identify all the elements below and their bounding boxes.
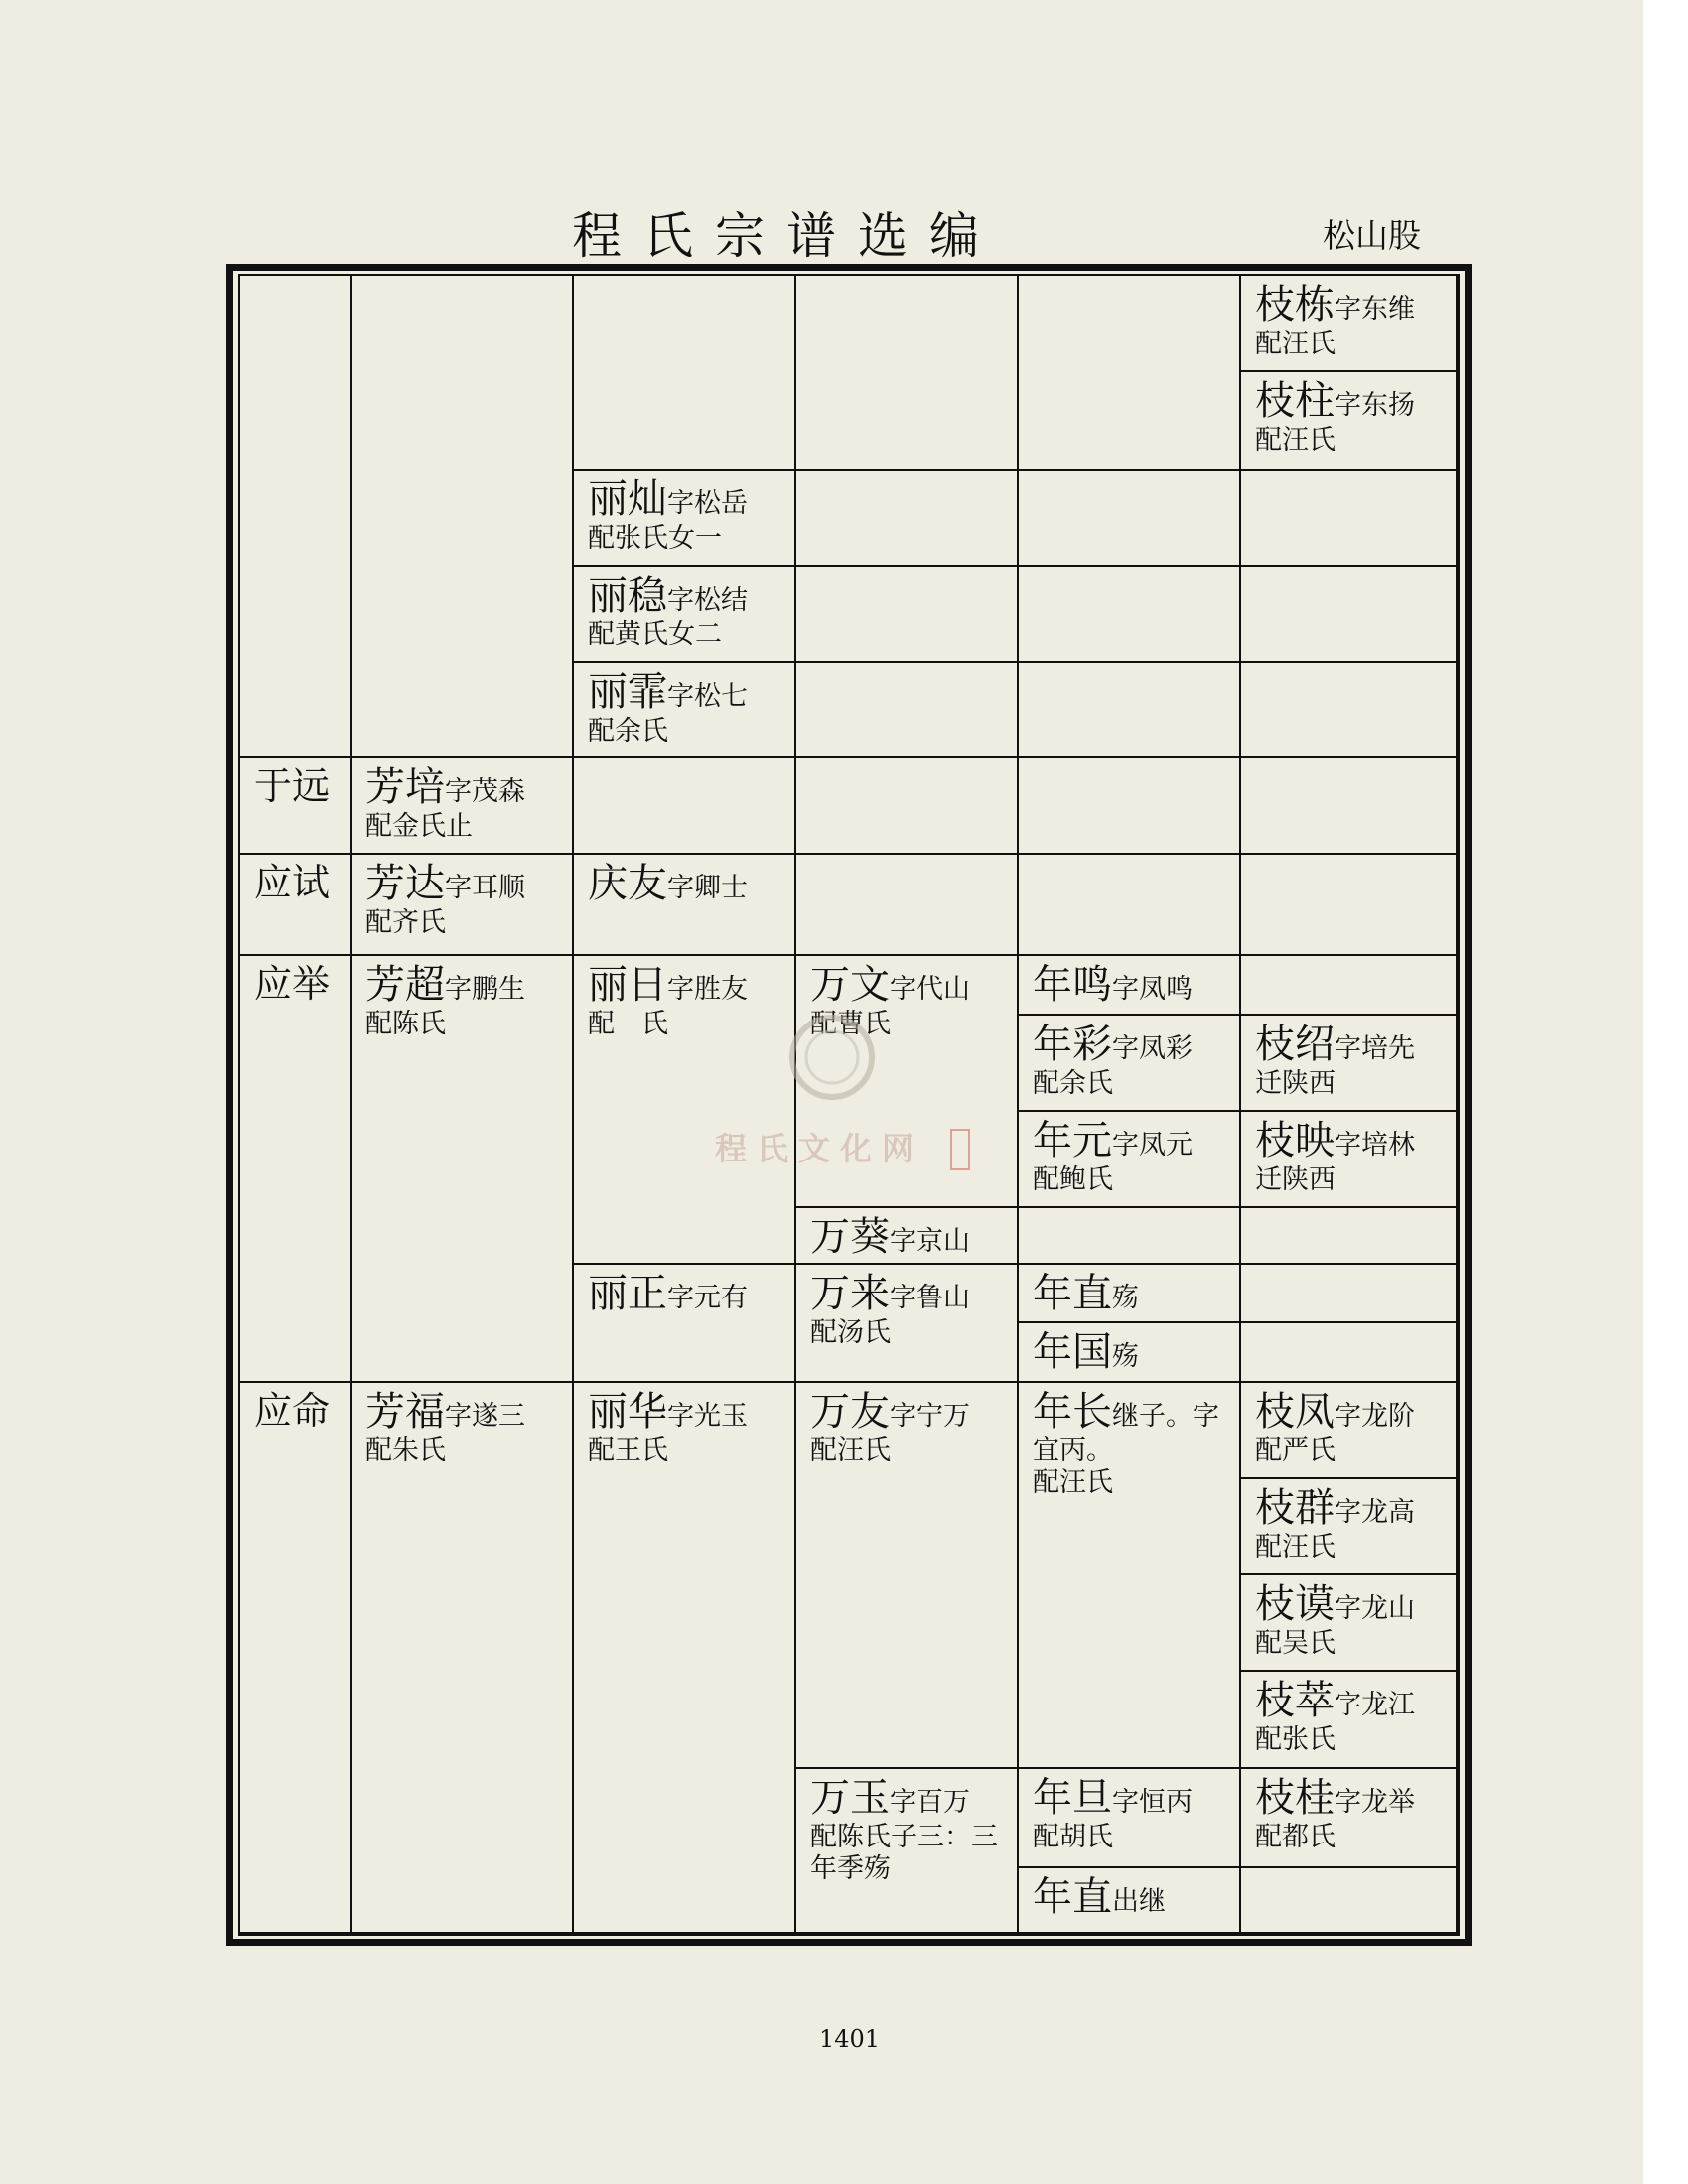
empty-cell (1241, 1208, 1458, 1265)
empty-cell (796, 471, 1019, 567)
courtesy-name: 字松结 (667, 585, 748, 615)
person-name: 枝凤 (1255, 1389, 1335, 1434)
courtesy-name: 字凤鸣 (1112, 974, 1193, 1005)
person-note: 配严氏 (1255, 1435, 1336, 1467)
gen1-blank-cell (240, 276, 352, 758)
person-name: 枝谟 (1255, 1581, 1335, 1627)
empty-cell (796, 855, 1019, 956)
person-note: 配张氏 (1255, 1724, 1336, 1756)
courtesy-name: 字光玉 (667, 1401, 748, 1432)
person-cell (574, 567, 796, 663)
empty-cell (1241, 567, 1458, 663)
courtesy-name: 字龙山 (1335, 1593, 1415, 1624)
person-note: 迁陕西 (1255, 1164, 1336, 1196)
person-cell (352, 758, 574, 855)
person-cell (574, 471, 796, 567)
person-note: 配陈氏 (365, 1009, 446, 1040)
courtesy-name: 字百万 (890, 1787, 970, 1818)
empty-cell (1241, 1265, 1458, 1323)
courtesy-name: 继子。字宜丙。 (1033, 1401, 1219, 1467)
person-cell (1241, 1112, 1458, 1208)
person-cell (1241, 276, 1458, 372)
empty-cell (1019, 567, 1241, 663)
person-name: 丽日 (588, 962, 667, 1008)
courtesy-name: 字鹏生 (445, 974, 525, 1005)
person-cell (1241, 1016, 1458, 1112)
person-name: 枝栋 (1255, 282, 1335, 328)
person-name: 枝萃 (1255, 1678, 1335, 1723)
courtesy-name: 字元有 (667, 1283, 748, 1313)
person-note: 配汤氏 (810, 1317, 891, 1349)
gen1-cell (240, 956, 352, 1383)
person-cell (574, 855, 796, 956)
book-title: 程氏宗谱选编 (572, 207, 1001, 265)
person-name: 枝绍 (1255, 1022, 1335, 1067)
courtesy-name: 字东扬 (1335, 390, 1415, 421)
gen3-blank-cell (574, 276, 796, 471)
person-name: 于远 (254, 764, 331, 808)
person-cell (1019, 1016, 1241, 1112)
person-name: 年长 (1033, 1389, 1112, 1434)
person-note: 配汪氏 (1255, 329, 1336, 360)
person-cell (352, 956, 574, 1383)
courtesy-name: 殇 (1112, 1341, 1139, 1372)
empty-cell (1241, 956, 1458, 1016)
person-note: 配 氏 (588, 1009, 668, 1040)
empty-cell (1241, 471, 1458, 567)
empty-cell (1241, 855, 1458, 956)
courtesy-name: 字京山 (890, 1226, 970, 1257)
person-cell (1019, 1112, 1241, 1208)
person-note: 配黄氏女二 (588, 619, 722, 651)
person-note: 配汪氏 (1033, 1467, 1113, 1499)
empty-cell (574, 758, 796, 855)
person-name: 万来 (810, 1271, 890, 1316)
person-cell (1241, 1769, 1458, 1868)
person-name: 年旦 (1033, 1775, 1112, 1821)
person-cell (1241, 1575, 1458, 1672)
person-note: 配吴氏 (1255, 1628, 1336, 1660)
person-name: 丽华 (588, 1389, 667, 1434)
person-cell (352, 1383, 574, 1934)
person-note: 配都氏 (1255, 1822, 1336, 1853)
person-cell (1241, 1383, 1458, 1479)
person-cell (1241, 372, 1458, 471)
person-name: 年直 (1033, 1874, 1112, 1920)
person-name: 万玉 (810, 1775, 890, 1821)
person-cell (1019, 1868, 1241, 1934)
person-name: 万文 (810, 962, 890, 1008)
empty-cell (1019, 276, 1241, 471)
empty-cell (1019, 1208, 1241, 1265)
courtesy-name: 字卿士 (667, 873, 748, 903)
person-cell (1019, 1323, 1241, 1383)
person-cell (574, 1265, 796, 1383)
person-note: 配鲍氏 (1033, 1164, 1113, 1196)
gen1-cell (240, 855, 352, 956)
person-name: 芳培 (365, 764, 445, 810)
person-name: 丽稳 (588, 573, 667, 618)
person-note: 配曹氏 (810, 1009, 891, 1040)
person-name: 年国 (1033, 1329, 1112, 1375)
person-cell (352, 855, 574, 956)
person-name: 芳超 (365, 962, 445, 1008)
courtesy-name: 字耳顺 (445, 873, 525, 903)
courtesy-name: 字龙阶 (1335, 1401, 1415, 1432)
empty-cell (796, 758, 1019, 855)
person-name: 丽霏 (588, 669, 667, 715)
person-cell (796, 1383, 1019, 1769)
courtesy-name: 字培先 (1335, 1033, 1415, 1064)
person-note: 配胡氏 (1033, 1822, 1113, 1853)
person-cell (796, 1769, 1019, 1934)
person-name: 庆友 (588, 861, 667, 906)
person-cell (574, 1383, 796, 1934)
courtesy-name: 字凤元 (1112, 1130, 1193, 1160)
person-note: 配王氏 (588, 1435, 668, 1467)
gen2-blank-cell (352, 276, 574, 758)
person-name: 万友 (810, 1389, 890, 1434)
empty-cell (796, 567, 1019, 663)
person-cell (1241, 1672, 1458, 1769)
courtesy-name: 字鲁山 (890, 1283, 970, 1313)
courtesy-name: 字龙高 (1335, 1497, 1415, 1528)
person-name: 年直 (1033, 1271, 1112, 1316)
empty-cell (1019, 855, 1241, 956)
courtesy-name: 字茂森 (445, 776, 525, 807)
watermark (715, 1013, 973, 1171)
courtesy-name: 字东维 (1335, 294, 1415, 325)
person-note: 迁陕西 (1255, 1068, 1336, 1100)
person-note: 配余氏 (588, 716, 668, 748)
branch-label: 松山股 (1323, 216, 1421, 255)
person-name: 年鸣 (1033, 962, 1112, 1008)
person-cell (1241, 1479, 1458, 1575)
person-name: 枝桂 (1255, 1775, 1335, 1821)
person-name: 丽正 (588, 1271, 667, 1316)
person-cell (1019, 1265, 1241, 1323)
courtesy-name: 字龙江 (1335, 1690, 1415, 1720)
empty-cell (1019, 758, 1241, 855)
person-note: 配陈氏子三：三年季殇 (810, 1822, 998, 1885)
person-name: 年彩 (1033, 1022, 1112, 1067)
person-note: 配金氏止 (365, 811, 473, 843)
empty-cell (1241, 1868, 1458, 1934)
person-note: 配汪氏 (1255, 1532, 1336, 1564)
person-note: 配余氏 (1033, 1068, 1113, 1100)
person-cell (796, 1265, 1019, 1383)
courtesy-name: 字宁万 (890, 1401, 970, 1432)
courtesy-name: 字代山 (890, 974, 970, 1005)
person-name: 年元 (1033, 1118, 1112, 1163)
person-name: 枝群 (1255, 1485, 1335, 1531)
person-name: 枝映 (1255, 1118, 1335, 1163)
empty-cell (796, 663, 1019, 758)
gen1-cell (240, 758, 352, 855)
person-cell (1019, 956, 1241, 1016)
courtesy-name: 出继 (1112, 1886, 1166, 1917)
person-name: 芳达 (365, 861, 445, 906)
person-cell (574, 663, 796, 758)
courtesy-name: 字龙举 (1335, 1787, 1415, 1818)
empty-cell (796, 276, 1019, 471)
person-name: 万葵 (810, 1214, 890, 1260)
person-name: 枝柱 (1255, 378, 1335, 424)
courtesy-name: 字松岳 (667, 488, 748, 519)
watermark-text: 程氏文化网 (715, 1130, 924, 1167)
person-name: 应举 (254, 962, 331, 1006)
courtesy-name: 字培林 (1335, 1130, 1415, 1160)
person-cell (796, 1208, 1019, 1265)
person-note: 配汪氏 (1255, 425, 1336, 457)
empty-cell (1019, 663, 1241, 758)
gen1-cell (240, 1383, 352, 1934)
person-note: 配朱氏 (365, 1435, 446, 1467)
courtesy-name: 字遂三 (445, 1401, 525, 1432)
person-name: 应试 (254, 861, 331, 904)
person-name: 应命 (254, 1389, 331, 1433)
person-note: 配张氏女一 (588, 523, 722, 555)
courtesy-name: 字胜友 (667, 974, 748, 1005)
empty-cell (1241, 1323, 1458, 1383)
person-name: 芳福 (365, 1389, 445, 1434)
courtesy-name: 字松七 (667, 681, 748, 712)
person-cell (1019, 1383, 1241, 1769)
person-cell (1019, 1769, 1241, 1868)
person-note: 配汪氏 (810, 1435, 891, 1467)
courtesy-name: 字恒丙 (1112, 1787, 1193, 1818)
person-note: 配齐氏 (365, 907, 446, 939)
person-name: 丽灿 (588, 477, 667, 522)
empty-cell (1019, 471, 1241, 567)
page-number: 1401 (819, 2025, 881, 2053)
empty-cell (1241, 758, 1458, 855)
empty-cell (1241, 663, 1458, 758)
courtesy-name: 字凤彩 (1112, 1033, 1193, 1064)
courtesy-name: 殇 (1112, 1283, 1139, 1313)
